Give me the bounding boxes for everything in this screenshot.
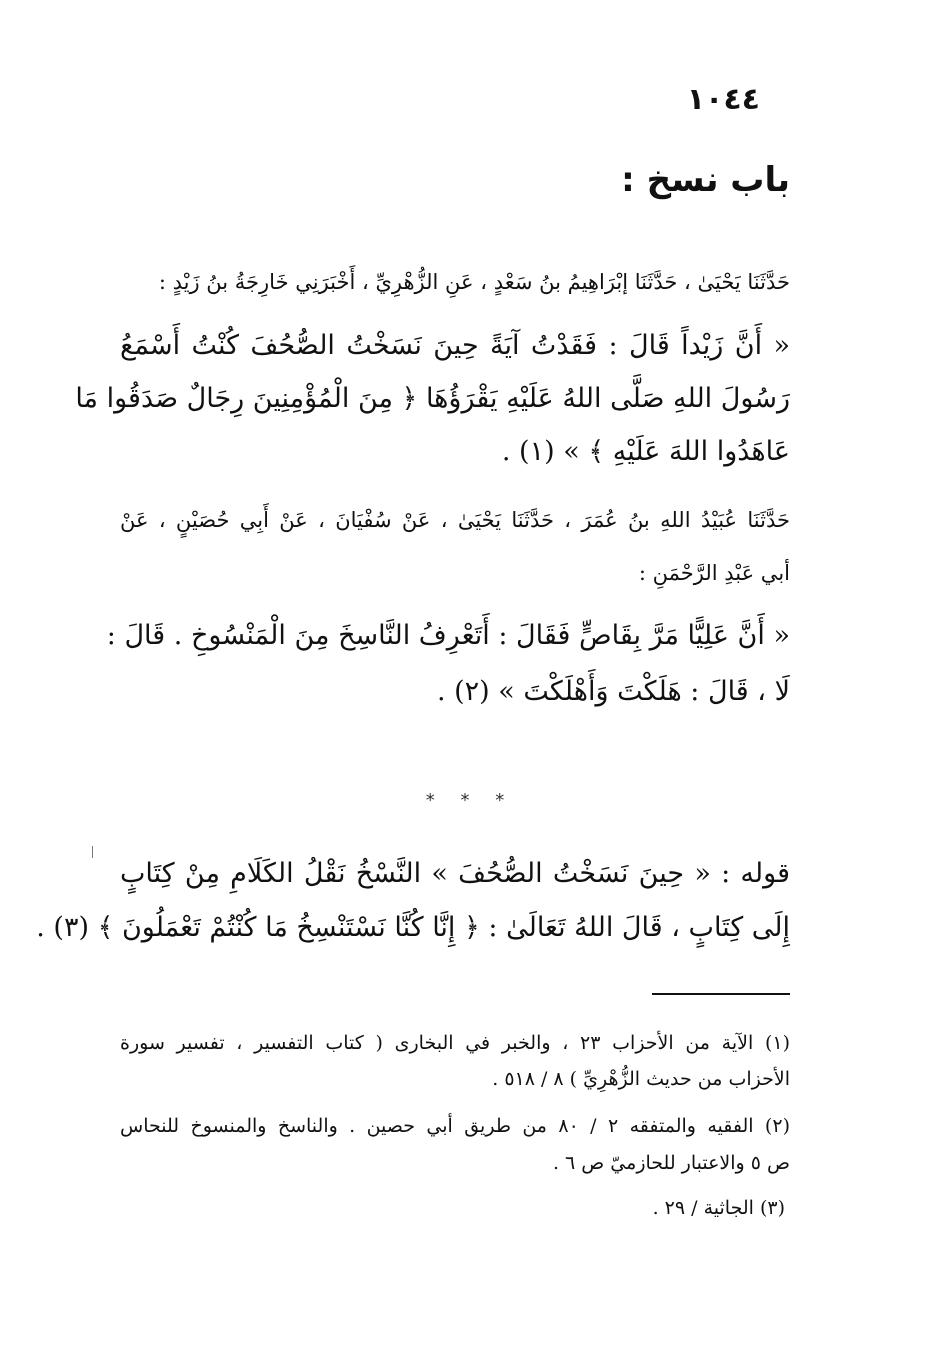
hadith-2-isnad-line: أبي عَبْدِ الرَّحْمَنِ : <box>638 561 790 585</box>
hadith-1-matn-line: رَسُولَ اللهِ صَلَّى اللهُ عَلَيْهِ يَقْرَؤُهَا ﴿ مِنَ الْمُؤْمِنِينَ رِجَالٌ صَدَقُوا مَا <box>75 383 790 414</box>
hadith-1-matn-line: « أَنَّ زَيْداً قَالَ : فَقَدْتُ آيَةً حِينَ نَسَخْتُ الصُّحُفَ كُنْتُ أَسْمَعُ <box>120 330 790 361</box>
commentary-line: قوله : « حِينَ نَسَخْتُ الصُّحُفَ » النَّسْخُ نَقْلُ الكَلَامِ مِنْ كِتَابٍ <box>120 858 790 889</box>
chapter-title: باب نسخ : <box>621 160 790 200</box>
footnote-1-line: (١) الآية من الأحزاب ٢٣ ، والخبر في البخارى ( كتاب التفسير ، تفسير سورة <box>120 1032 790 1054</box>
page-number: ١٠٤٤ <box>686 82 760 117</box>
section-separator: * * * <box>425 790 515 811</box>
footnote-2-line: (٢) الفقيه والمتفقه ٢ / ٨٠ من طريق أبي حصين . والناسخ والمنسوخ للنحاس <box>120 1115 790 1137</box>
margin-mark <box>92 846 93 858</box>
footnote-1-line: الأحزاب من حديث الزُّهْرِيِّ ) ٨ / ٥١٨ . <box>492 1068 790 1090</box>
hadith-1-isnad: حَدَّثَنَا يَحْيَىٰ ، حَدَّثَنَا إبْرَاهِيمُ بنُ سَعْدٍ ، عَنِ الزُّهْرِيِّ ، أَخْبَرَنِي خَارِجَةُ بنُ زَيْدٍ : <box>158 270 790 294</box>
hadith-2-matn-line: لَا ، قَالَ : هَلَكْتَ وَأَهْلَكْتَ » (٢) . <box>436 676 790 707</box>
footnote-2-line: ص ٥ والاعتبار للحازميّ ص ٦ . <box>552 1152 790 1174</box>
hadith-2-isnad-line: حَدَّثَنَا عُبَيْدُ اللهِ بنُ عُمَرَ ، حَدَّثَنَا يَحْيَىٰ ، عَنْ سُفْيَانَ ، عَنْ أَبِي حُصَيْنٍ ، عَنْ <box>120 508 790 532</box>
commentary-line: إِلَى كِتَابٍ ، قَالَ اللهُ تَعَالَىٰ : ﴿ إِنَّا كُنَّا نَسْتَنْسِخُ مَا كُنْتُمْ تَعْمَلُونَ ﴾ (٣) . <box>36 912 790 943</box>
footnote-3-line: (٣) الجاثية / ٢٩ . <box>652 1197 785 1219</box>
footnote-rule <box>652 993 790 995</box>
hadith-2-matn-line: « أَنَّ عَلِيًّا مَرَّ بِقَاصٍّ فَقَالَ : أَتَعْرِفُ النَّاسِخَ مِنَ الْمَنْسُوخِ . قَالَ : <box>106 620 790 651</box>
hadith-1-matn-line: عَاهَدُوا اللهَ عَلَيْهِ ﴾ » (١) . <box>501 436 790 467</box>
